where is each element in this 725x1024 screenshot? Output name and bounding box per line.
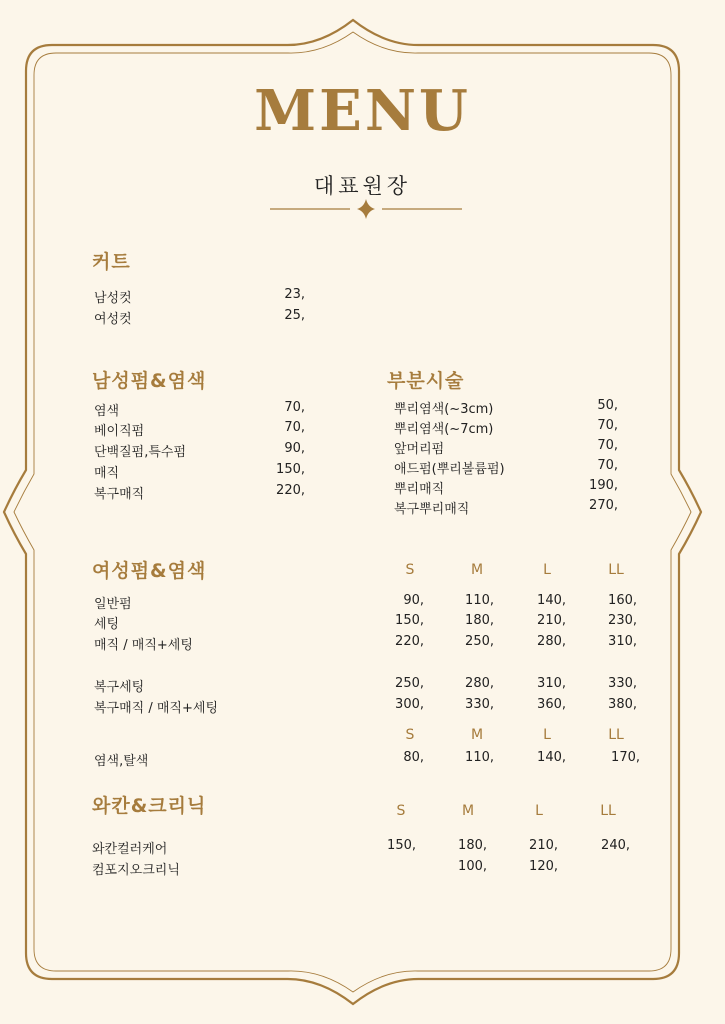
title-divider xyxy=(270,199,462,219)
menu-item-name: 와칸컬러케어 xyxy=(92,842,168,857)
menu-item-price: 23, xyxy=(284,287,305,302)
menu-item-name: 단백질펌,특수펌 xyxy=(94,445,187,460)
menu-item-price: 280, xyxy=(537,634,566,649)
menu-item-price: 150, xyxy=(276,462,305,477)
menu-item-price: 70, xyxy=(284,420,305,435)
menu-item-name: 복구매직 xyxy=(94,487,145,502)
size-header-ll: LL xyxy=(600,803,616,819)
menu-item-price: 70, xyxy=(284,400,305,415)
menu-item-name: 뿌리매직 xyxy=(394,482,445,497)
menu-item-name: 컴포지오크리닉 xyxy=(92,863,180,878)
menu-item-price: 230, xyxy=(608,613,637,628)
page-title: MENU xyxy=(254,78,471,144)
size-header-l: L xyxy=(535,803,543,819)
menu-item-name: 여성컷 xyxy=(94,312,132,327)
menu-item-price: 100, xyxy=(458,859,487,874)
menu-item-price: 300, xyxy=(395,697,424,712)
menu-item-price: 250, xyxy=(465,634,494,649)
menu-item-price: 250, xyxy=(395,676,424,691)
menu-item-price: 380, xyxy=(608,697,637,712)
size-header-l: L xyxy=(543,727,551,743)
section-title-women-perm: 여성펌&염색 xyxy=(92,560,207,582)
menu-item-price: 70, xyxy=(597,438,618,453)
sparkle-icon xyxy=(357,199,375,219)
menu-item-price: 110, xyxy=(465,750,494,765)
menu-item-name: 복구매직 / 매직+세팅 xyxy=(94,701,219,716)
menu-item-price: 90, xyxy=(403,593,424,608)
size-header-ll: LL xyxy=(608,562,624,578)
size-header-s: S xyxy=(396,803,406,819)
menu-item-price: 280, xyxy=(465,676,494,691)
menu-item-price: 120, xyxy=(529,859,558,874)
size-header-ll: LL xyxy=(608,727,624,743)
menu-item-price: 210, xyxy=(529,838,558,853)
menu-item-price: 220, xyxy=(395,634,424,649)
menu-item-price: 50, xyxy=(597,398,618,413)
size-header-m: M xyxy=(470,562,484,578)
menu-item-price: 180, xyxy=(465,613,494,628)
menu-item-price: 210, xyxy=(537,613,566,628)
menu-item-price: 330, xyxy=(465,697,494,712)
size-header-m: M xyxy=(470,727,484,743)
menu-item-price: 70, xyxy=(597,418,618,433)
menu-item-price: 220, xyxy=(276,483,305,498)
menu-item-name: 매직 xyxy=(94,466,120,481)
menu-item-price: 310, xyxy=(608,634,637,649)
menu-item-price: 180, xyxy=(458,838,487,853)
size-header-s: S xyxy=(405,562,415,578)
section-title-cut: 커트 xyxy=(92,251,131,273)
size-header-l: L xyxy=(543,562,551,578)
section-title-clinic: 와칸&크리닉 xyxy=(92,795,207,817)
section-title-men-perm: 남성펌&염색 xyxy=(92,370,207,392)
menu-item-name: 앞머리펌 xyxy=(394,442,445,457)
menu-item-price: 150, xyxy=(387,838,416,853)
menu-item-price: 270, xyxy=(589,498,618,513)
menu-item-price: 240, xyxy=(601,838,630,853)
menu-item-name: 남성컷 xyxy=(94,291,132,306)
size-header-s: S xyxy=(405,727,415,743)
menu-item-name: 염색 xyxy=(94,404,120,419)
menu-item-price: 160, xyxy=(608,593,637,608)
menu-item-name: 염색,탈색 xyxy=(94,754,149,769)
menu-item-price: 330, xyxy=(608,676,637,691)
menu-item-name: 일반펌 xyxy=(94,597,132,612)
menu-item-price: 70, xyxy=(597,458,618,473)
menu-item-price: 150, xyxy=(395,613,424,628)
page-subtitle: 대표원장 xyxy=(313,174,412,198)
menu-item-price: 25, xyxy=(284,308,305,323)
menu-item-price: 110, xyxy=(465,593,494,608)
menu-item-name: 베이직펌 xyxy=(94,424,145,439)
menu-item-name: 세팅 xyxy=(94,617,120,632)
menu-item-price: 360, xyxy=(537,697,566,712)
menu-item-price: 90, xyxy=(284,441,305,456)
menu-item-name: 뿌리염색(~3cm) xyxy=(394,402,494,417)
menu-item-name: 애드펌(뿌리볼륨펌) xyxy=(394,462,505,477)
menu-item-price: 140, xyxy=(537,750,566,765)
menu-item-price: 310, xyxy=(537,676,566,691)
menu-item-price: 190, xyxy=(589,478,618,493)
menu-item-price: 140, xyxy=(537,593,566,608)
menu-item-name: 뿌리염색(~7cm) xyxy=(394,422,494,437)
menu-item-name: 복구뿌리매직 xyxy=(394,502,470,517)
menu-item-price: 80, xyxy=(403,750,424,765)
menu-item-name: 매직 / 매직+세팅 xyxy=(94,638,193,653)
menu-item-name: 복구세팅 xyxy=(94,680,145,695)
size-header-m: M xyxy=(461,803,475,819)
section-title-partial: 부분시술 xyxy=(387,370,465,392)
menu-item-price: 170, xyxy=(611,750,640,765)
